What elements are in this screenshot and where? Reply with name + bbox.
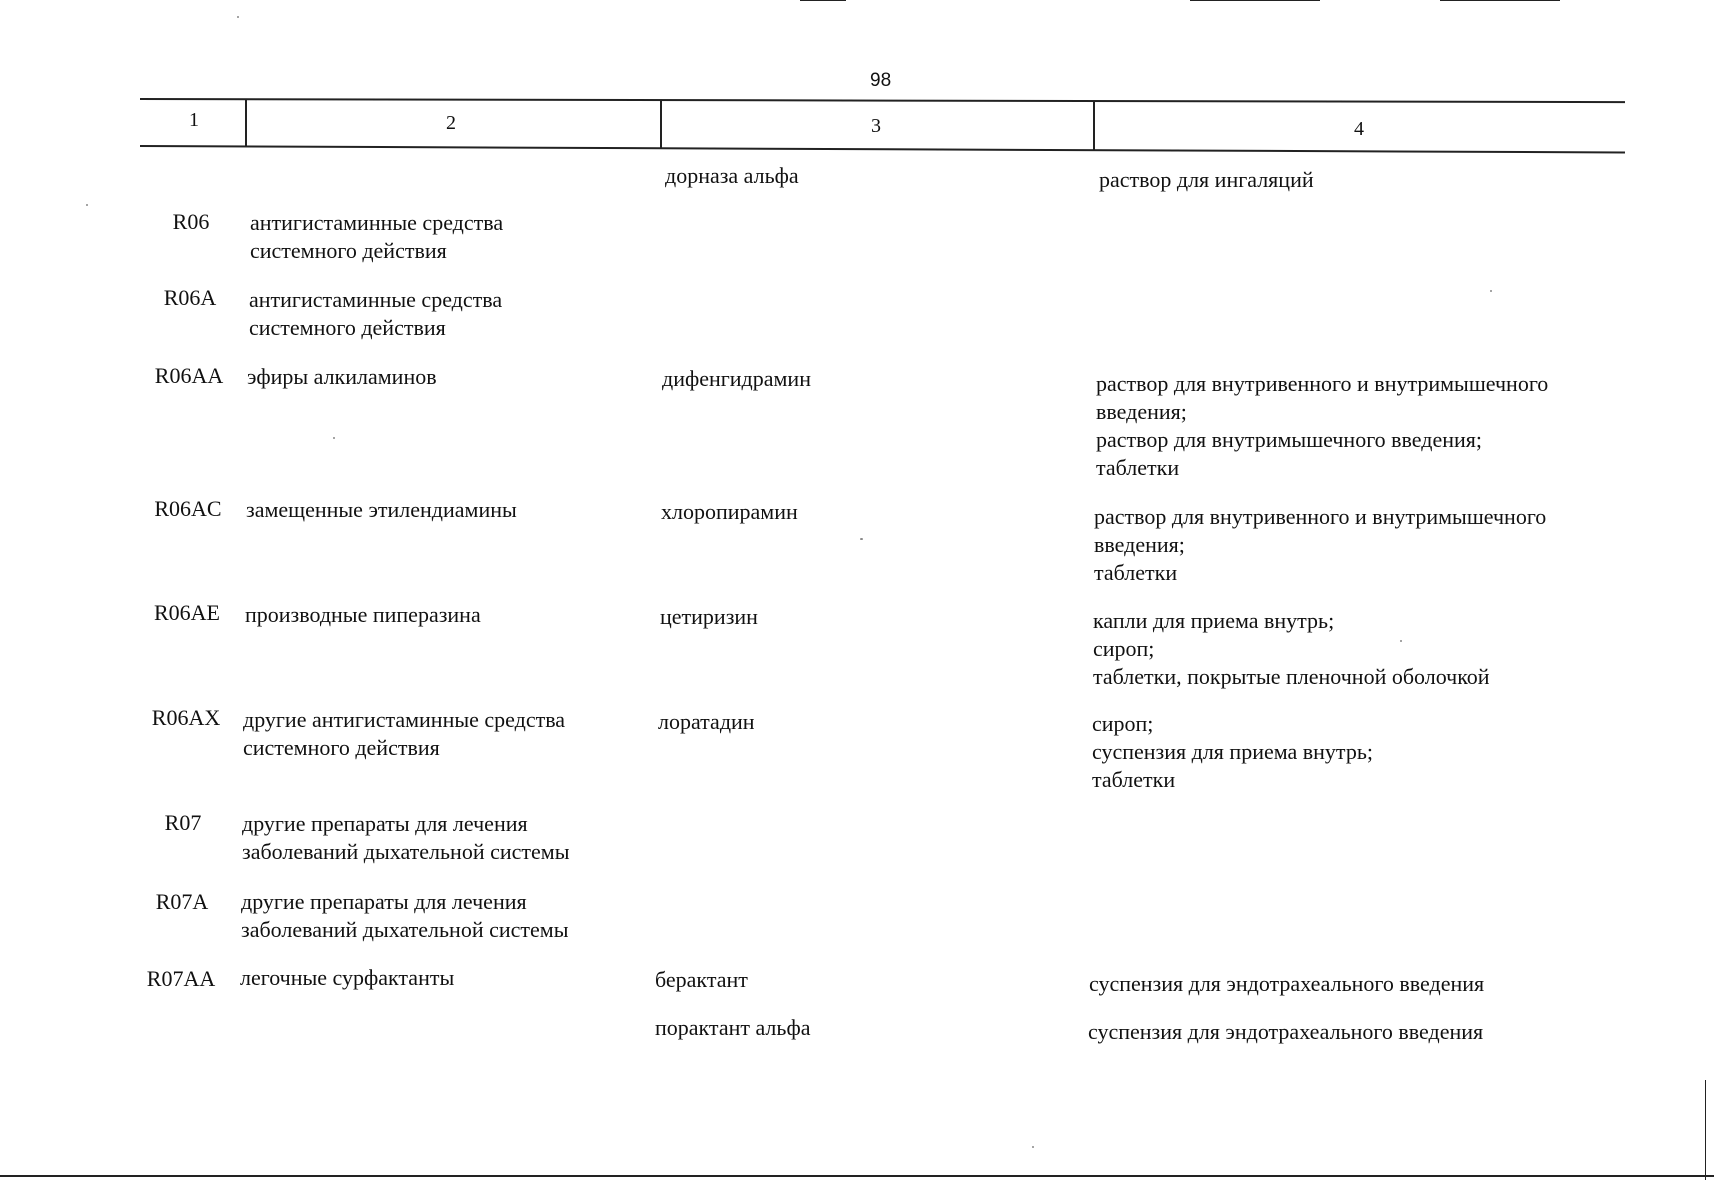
atc-group: другие препараты для лечения заболеваний дыхательной системы xyxy=(242,811,570,864)
page-number: 98 xyxy=(870,70,892,91)
header-bottom-rule xyxy=(140,145,1625,153)
drug-name: дифенгидрамин xyxy=(662,366,811,391)
scan-speck xyxy=(333,437,335,439)
atc-code: R07A xyxy=(155,889,209,914)
atc-code: R06AE xyxy=(154,600,220,625)
atc-code: R06AX xyxy=(151,705,221,730)
header-divider xyxy=(1093,102,1095,151)
drug-name: цетиризин xyxy=(660,604,758,629)
drug-name: лоратадин xyxy=(658,709,755,734)
atc-group: другие препараты для лечения заболеваний дыхательной системы xyxy=(241,889,569,942)
dosage-forms: раствор для внутривенного и внутримышечного введения; раствор для внутримышечного введения; таблетки xyxy=(1096,371,1549,480)
scan-speck xyxy=(860,538,863,540)
drug-name: дорназа альфа xyxy=(665,163,799,188)
drug-name: хлоропирамин xyxy=(661,499,798,524)
header-divider xyxy=(660,100,662,148)
scan-speck xyxy=(1032,1146,1034,1148)
atc-code: R06 xyxy=(172,209,210,234)
atc-group: антигистаминные средства системного действия xyxy=(249,287,503,340)
atc-code: R06AC xyxy=(154,496,222,521)
atc-code: R07AA xyxy=(146,966,216,991)
header-col-3: 3 xyxy=(871,115,881,137)
dosage-forms: сироп; суспензия для приема внутрь; таблетки xyxy=(1092,711,1373,792)
scan-speck xyxy=(237,16,239,18)
header-col-2: 2 xyxy=(446,112,456,134)
dosage-forms: суспензия для эндотрахеального введения xyxy=(1088,1019,1484,1044)
atc-code: R07 xyxy=(164,810,202,835)
atc-code: R06AA xyxy=(154,363,224,388)
dosage-forms: суспензия для эндотрахеального введения xyxy=(1089,971,1485,996)
dosage-forms: раствор для ингаляций xyxy=(1099,167,1314,192)
scan-speck xyxy=(1490,290,1492,292)
header-col-1: 1 xyxy=(189,109,199,131)
atc-group: легочные сурфактанты xyxy=(240,965,455,990)
scan-bottom-edge xyxy=(0,1175,1714,1177)
header-col-4: 4 xyxy=(1354,118,1364,140)
scan-top-edge xyxy=(800,0,846,1)
scan-top-edge xyxy=(1440,0,1560,1)
scan-speck xyxy=(1400,640,1402,642)
atc-group: антигистаминные средства системного действия xyxy=(250,210,504,263)
header-top-rule xyxy=(140,98,1625,103)
drug-name: берактант xyxy=(655,967,748,992)
atc-code: R06A xyxy=(163,285,217,310)
dosage-forms: капли для приема внутрь; сироп; таблетки, покрытые пленочной оболочкой xyxy=(1093,608,1490,689)
atc-group: производные пиперазина xyxy=(245,602,481,627)
drug-name: порактант альфа xyxy=(655,1015,811,1040)
scan-right-edge xyxy=(1705,1080,1706,1180)
dosage-forms: раствор для внутривенного и внутримышечного введения; таблетки xyxy=(1094,504,1547,585)
scan-top-edge xyxy=(1190,0,1320,1)
scan-speck xyxy=(86,204,88,206)
header-divider xyxy=(245,99,247,146)
atc-group: эфиры алкиламинов xyxy=(247,364,437,389)
atc-group: замещенные этилендиамины xyxy=(246,497,517,522)
atc-group: другие антигистаминные средства системного действия xyxy=(243,707,566,760)
